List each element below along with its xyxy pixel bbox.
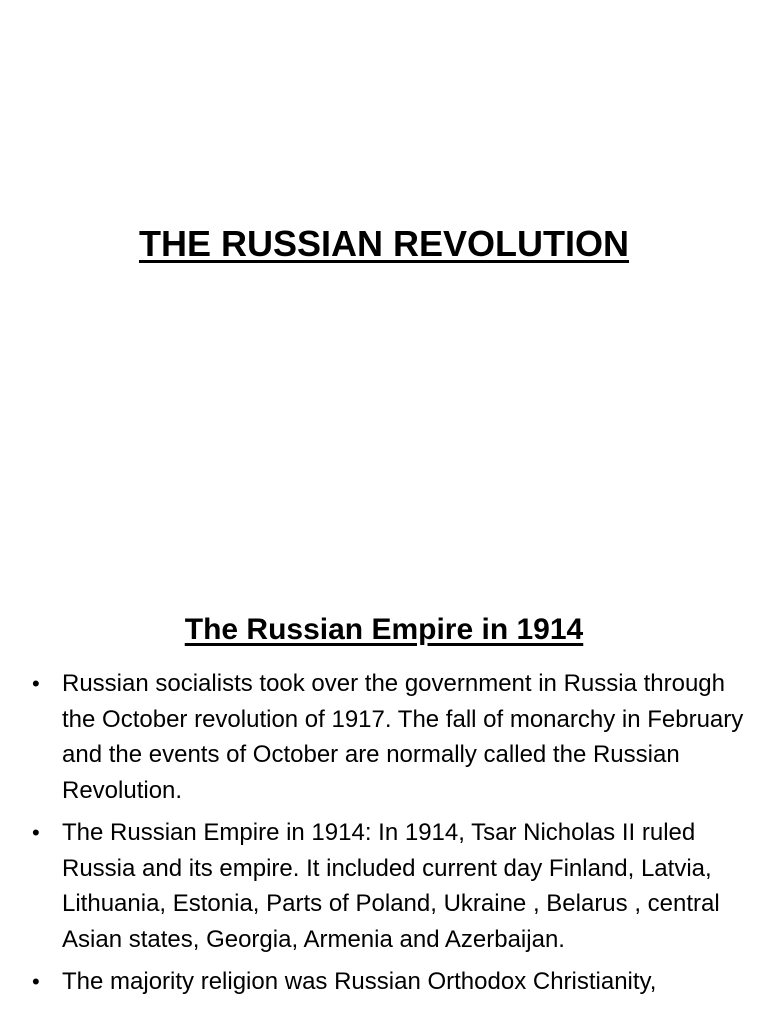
slide-title-russian-revolution: THE RUSSIAN REVOLUTION (138, 223, 630, 264)
bullet-item (30, 964, 750, 1000)
bullet-list (30, 666, 750, 1007)
bullet-text: The Russian Empire in 1914: In 1914, Tsar Nicholas II ruled Russia and its empire. It included current day Finland, Latvia, Lithuania, Estonia, Parts of Poland, Ukraine , Belarus , central Asian states, Georgia, Armenia and Azerbaijan. (62, 819, 720, 953)
bullet-marker: • (32, 820, 40, 845)
bullet-item (30, 666, 750, 808)
bullet-marker: • (32, 969, 40, 994)
bullet-item (30, 815, 750, 957)
slide-title-russian-empire: The Russian Empire in 1914 (184, 613, 584, 646)
bullet-text: Russian socialists took over the government in Russia through the October revolution of 1917. The fall of monarchy in February and the events of October are normally called the Russian Revolution. (62, 670, 744, 804)
bullet-marker: • (32, 671, 40, 696)
bullet-text: The majority religion was Russian Orthodox Christianity, (62, 968, 657, 995)
